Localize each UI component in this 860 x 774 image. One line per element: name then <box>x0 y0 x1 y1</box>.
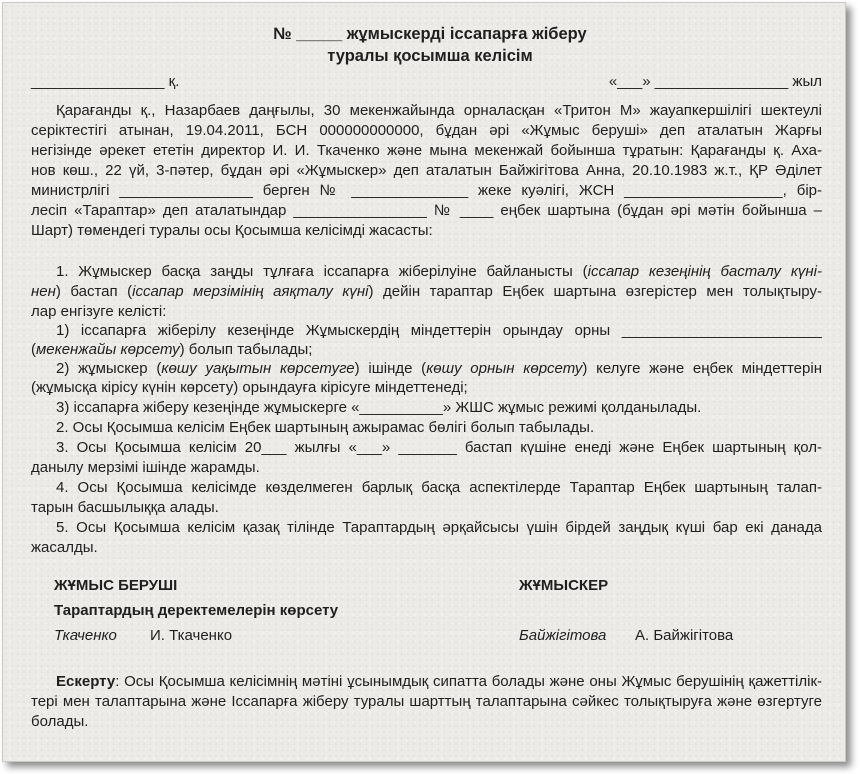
clause-3-line: данылу мерзімі ішінде жарамды. <box>31 459 260 476</box>
preamble-line: министрлігі ________________ берген № ______________ жеке куәлігі, ЖСН ___________________, бір- <box>31 182 822 199</box>
date-field: «___» ________________ жыл <box>608 73 822 90</box>
employer-heading: ЖҰМЫС БЕРУШІ <box>54 577 178 594</box>
clause-4-line: 4. Осы Қосымша келісімде көзделмеген барлық басқа аспектілерде Тараптар Еңбек шартының талап- <box>56 479 822 496</box>
employee-signature: Байжігітова <box>519 627 607 644</box>
clause-2-line: 2. Осы Қосымша келісім Еңбек шартының ажырамас бөлігі болып табылады. <box>56 419 595 436</box>
subclause-1-line: 1) іссапарға жіберілу кезеңінде Жұмыскердің міндеттерін орындау орны ________________________ <box>56 322 822 339</box>
preamble-line: негізінде әрекет ететін директор И. И. Ткаченко және мына мекенжай бойынша тұратын: Қарағанды қ. Аха- <box>31 142 822 159</box>
clause-5-line: 5. Осы Қосымша келісім қазақ тілінде Тараптардың әрқайсысы үшін бірдей заңдық күші бар екі данада <box>56 519 822 536</box>
preamble-line: Шарт) төмендегі туралы осы Қосымша келісімді жасасты: <box>31 222 433 239</box>
subclause-3-line: 3) іссапарға жіберу кезеңінде жұмыскерге «__________» ЖШС жұмыс режимі қолданылады. <box>56 399 702 416</box>
clause-3-line: 3. Осы Қосымша келісім 20___ жылғы «___» _______ бастап күшіне енеді және Еңбек шартының қол- <box>56 439 822 456</box>
note-line: Ескерту: Осы Қосымша келісімнің мәтіні ұсынымдық сипатта болады және оны Жұмыс берушінің қажеттілік- <box>56 673 822 690</box>
subclause-2-line: 2) жұмыскер (көшу уақытын көрсетуге) ішінде (көшу орнын көрсету) келуге және еңбек міндеттерін <box>56 360 822 377</box>
document-title: № _____ жұмыскерді іссапарға жіберу <box>273 25 587 43</box>
note-line: тері мен талаптарына және Іссапарға жіберу туралы шарттың талаптарына сәйкес толықтыруға және өзгертуге <box>31 693 822 710</box>
preamble-line: лесіп «Тараптар» деп аталатындар ________________ № ____ еңбек шартына (бұдан әрі мәтін бойынша – <box>31 202 822 219</box>
clause-5-line: жасалды. <box>31 539 98 556</box>
preamble-line: нов көш., 22 үй, 3-пәтер, бұдан әрі «Жұмыскер» деп аталатын Байжігітова Анна, 20.10.1983 ж.т., ҚР Әділет <box>31 162 822 179</box>
clause-1-line: 1. Жұмыскер басқа заңды тұлғаға іссапарға жіберілуіне байланысты (іссапар кезеңінің басталу күні- <box>56 263 822 280</box>
clause-4-line: тарын басшылыққа алады. <box>31 499 219 516</box>
employer-name: И. Ткаченко <box>150 627 233 644</box>
note-label: Ескерту <box>56 673 116 690</box>
requisites-note: Тараптардың деректемелерін көрсету <box>54 602 339 619</box>
document-subtitle: туралы қосымша келісім <box>327 47 533 65</box>
subclause-2-line: (жұмысқа кірісу күнін көрсету) орындауға кірісуге міндеттенеді; <box>31 379 468 396</box>
clause-1-line: нен) бастап (іссапар мерзімінің аяқталу күні) дейін тараптар Еңбек шартына өзгерістер мен толықтыру- <box>31 283 822 300</box>
employee-heading: ЖҰМЫСКЕР <box>519 577 609 594</box>
employee-name: А. Байжігітова <box>635 627 734 644</box>
note-line: болады. <box>31 713 89 730</box>
employer-signature: Ткаченко <box>54 627 117 644</box>
place-field: ________________ қ. <box>31 73 180 90</box>
clause-1-line: лар енгізуге келісті: <box>31 303 167 320</box>
subclause-1-line: (мекенжайы көрсету) болып табылады; <box>31 341 313 358</box>
preamble-line: серіктестігі атынан, 19.04.2011, БСН 000000000000, бұдан әрі «Жұмыс беруші» деп аталатын Жарғы <box>31 122 822 139</box>
preamble-line: Қарағанды қ., Назарбаев даңғылы, 30 мекенжайында орналасқан «Тритон М» жауапкершілігі шектеулі <box>56 102 822 119</box>
